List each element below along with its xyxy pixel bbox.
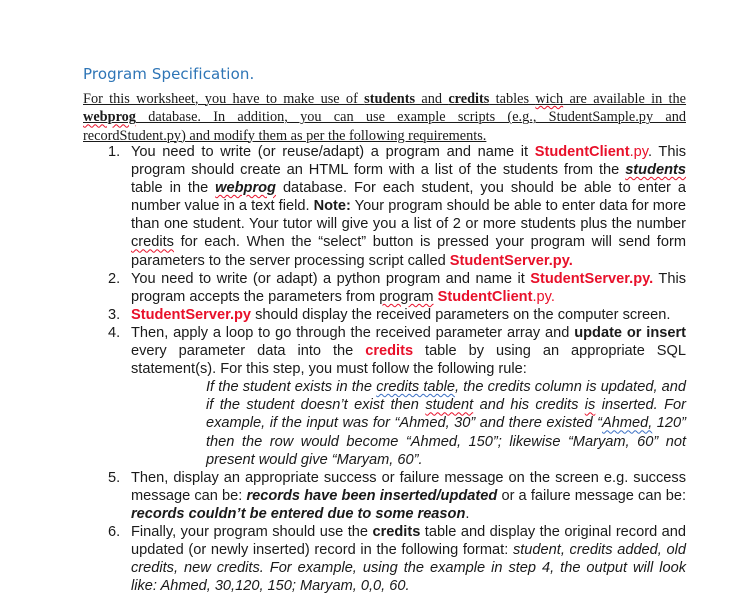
item-text: for each. When the “select” button is pressed your program will send form parameters to the server processing script called <box>131 234 686 269</box>
rule-is: is <box>584 397 596 414</box>
item-number: 1. <box>108 144 121 160</box>
studentserver-name: StudentServer.py. <box>530 270 654 287</box>
note-label: Note: <box>313 198 351 215</box>
item-number: 2. <box>108 270 121 287</box>
credits-word: credits <box>131 234 174 251</box>
item-text: or a failure message can be: <box>497 487 687 504</box>
rule-text: 120” then the row would become “Ahmed, 150”; likewise “Maryam, 60” not present would give “Maryam, 60”. <box>206 415 686 468</box>
studentclient-name: StudentClient <box>534 144 630 160</box>
studentserver-name: StudentServer.py. <box>449 252 573 269</box>
item-text: You need to write (or adapt) a python program and name it <box>131 270 531 287</box>
item-text: every parameter data into the <box>131 343 366 360</box>
studentserver-name: StudentServer.py <box>131 306 252 323</box>
intro-text: and <box>415 91 449 107</box>
item-text: . <box>465 505 470 522</box>
rule-credits-table: credits table <box>376 379 455 396</box>
item-text: database. For each student, you should be able to enter a number value in a text field. <box>131 180 686 215</box>
item-number: 4. <box>108 324 121 341</box>
item-text: Then, apply a loop to go through the received parameter array and <box>131 324 575 341</box>
item-text: table in the <box>131 180 216 197</box>
program-word: program <box>379 288 434 305</box>
item-text: Your program should be able to enter data for more than one student. Your tutor will give you a list of 2 or more students plus the number <box>131 198 687 233</box>
item-number: 3. <box>108 306 121 323</box>
credits-table-name: credits <box>372 523 421 540</box>
webprog-db-name: webprog <box>215 180 276 197</box>
item-text: table and display the original record and updated (or newly inserted) record in the following format: <box>131 523 686 559</box>
item-text: table by using an appropriate SQL statement(s). For this step, you must follow the following rule: <box>131 343 686 378</box>
item-number: 6. <box>108 523 121 540</box>
list-item <box>105 324 686 469</box>
item-text: . This program should create an HTML form with a list of the students from the <box>131 144 687 179</box>
rule-text: If the student exists in the <box>206 379 377 396</box>
list-item <box>105 143 686 270</box>
intro-webprog: webprog <box>83 109 136 126</box>
rule-ahmed: Ahmed, <box>601 415 653 432</box>
intro-students: students <box>364 91 416 107</box>
intro-text: For this worksheet, you have to make use of <box>83 91 365 107</box>
py-extension: .py <box>629 144 648 160</box>
item-number: 5. <box>108 469 121 486</box>
rule-student: student <box>425 397 474 414</box>
rule-paragraph <box>206 378 686 468</box>
intro-text: are available in the <box>563 91 687 107</box>
intro-text: database. In addition, you can use example scripts (e.g., StudentSample.py and recordStudent.py) and modify them as per the following requirements. <box>83 109 686 144</box>
success-message: records have been inserted/updated <box>246 487 498 504</box>
list-item <box>105 469 686 523</box>
studentclient-name: StudentClient <box>437 288 533 305</box>
output-format: student, credits added, old credits, new credits. For example, using the example in step 4, the output will look like: Ahmed, 30,120, 150; Maryam, 0,0, 60. <box>131 542 686 595</box>
rule-text: , the credits column is updated, and if the student doesn’t exist then <box>206 379 687 414</box>
item-text: should display the received parameters on the computer screen. <box>251 306 671 323</box>
item-text: Then, display an appropriate success or failure message on the screen e.g. success message can be: <box>131 469 686 504</box>
list-item <box>105 270 686 306</box>
update-or-insert: update or insert <box>574 324 687 341</box>
list-item <box>105 523 686 595</box>
intro-paragraph <box>83 90 686 145</box>
intro-credits: credits <box>448 91 490 107</box>
list-item <box>105 306 686 324</box>
page-title: Program Specification. <box>83 65 255 83</box>
students-table-name: students <box>625 162 686 179</box>
rule-text: and his credits <box>473 397 585 414</box>
item-text: You need to write (or reuse/adapt) a program and name it <box>131 144 535 160</box>
intro-text: tables <box>489 91 536 107</box>
requirements-list <box>105 143 686 595</box>
py-extension: .py. <box>532 288 555 305</box>
credits-table-name: credits <box>365 343 414 360</box>
rule-text: inserted. For example, if the input was for “Ahmed, 30” and there existed “ <box>206 397 686 432</box>
intro-wich: wich <box>535 91 564 107</box>
item-text: Finally, your program should use the <box>131 523 373 540</box>
item-text: This program accepts the parameters from <box>131 270 686 305</box>
failure-message: records couldn’t be entered due to some reason <box>131 505 466 522</box>
